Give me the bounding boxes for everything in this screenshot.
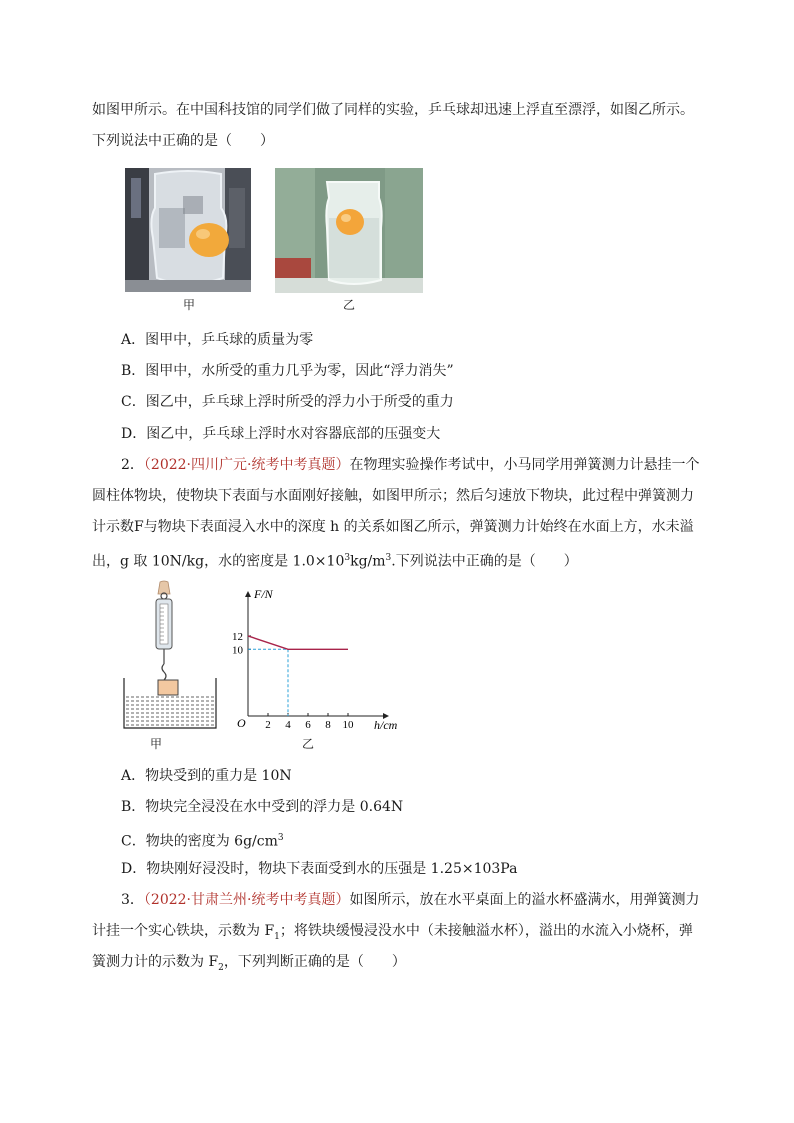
q2-option-a: A．物块受到的重力是 10N — [121, 768, 292, 784]
x-tick-label: 4 — [285, 719, 291, 731]
q3-source: （2022·甘肃兰州·统考中考真题） — [143, 892, 350, 908]
q3-stem-line-2 — [92, 921, 693, 947]
q1-option-a: A．图甲中，乒乓球的质量为零 — [121, 332, 314, 348]
q2-line4-sup-b: 3 — [385, 553, 392, 563]
q2-stem-line-1-text: 在物理实验操作考试中，小马同学用弹簧测力计悬挂一个 — [349, 457, 700, 473]
q2-option-c-sup: 3 — [277, 833, 284, 843]
q3-stem-line-1-text: 如图所示，放在水平桌面上的溢水杯盛满水，用弹簧测力 — [349, 892, 700, 908]
q2-option-d: D．物块刚好浸没时，物块下表面受到水的压强是 1.25×103Pa — [121, 861, 518, 877]
q3-line2-part-b: ；将铁块缓慢浸没水中（未接触溢水杯），溢出的水流入小烧杯，弹 — [279, 923, 693, 939]
q1-option-b: B．图甲中，水所受的重力几乎为零，因此“浮力消失” — [121, 363, 454, 379]
q2-figure-yi-caption: 乙 — [302, 737, 315, 751]
q1-figure-yi-caption: 乙 — [343, 298, 356, 312]
q2-line4-part-b: kg/m — [350, 553, 386, 570]
q2-option-b: B．物块完全浸没在水中受到的浮力是 0.64N — [121, 799, 404, 815]
q3-number: 3． — [121, 892, 144, 908]
q2-line4-part-a: 出，g 取 10N/kg，水的密度是 1.0×10 — [92, 553, 345, 570]
q1-stem-line-1: 如图甲所示。在中国科技馆的同学们做了同样的实验，乒乓球却迅速上浮直至漂浮，如图乙所示。 — [92, 102, 694, 118]
q2-number: 2． — [121, 457, 144, 473]
x-tick-label: 6 — [305, 719, 311, 731]
q2-option-c-text: C．物块的密度为 6g/cm — [121, 833, 278, 850]
x-tick-label: 8 — [325, 719, 331, 731]
series-line — [248, 636, 348, 649]
q2-source: （2022·四川广元·统考中考真题） — [143, 457, 350, 473]
q2-line4-sup: 3 — [344, 553, 351, 563]
x-tick-label: 10 — [342, 719, 354, 731]
q2-chart — [228, 586, 408, 736]
y-tick-label: 12 — [232, 630, 243, 643]
q2-line4-part-c: .下列说法中正确的是（ ） — [391, 553, 578, 570]
q3-line2-sub: 1 — [274, 931, 280, 942]
q1-figure-jia-caption: 甲 — [183, 298, 196, 312]
q2-figure-jia — [120, 580, 220, 730]
q3-line3-part-a: 簧测力计的示数为 F — [92, 954, 219, 970]
q2-stem-line-1 — [121, 455, 699, 475]
q1-stem-line-2: 下列说法中正确的是（ ） — [92, 133, 274, 149]
q3-line3-part-b: ，下列判断正确的是（ ） — [223, 954, 406, 970]
photo-jia — [125, 168, 251, 292]
origin-label: O — [237, 716, 246, 730]
q2-stem-line-3: 计示数F与物块下表面浸入水中的深度 h 的关系如图乙所示，弹簧测力计始终在水面上方，水未溢 — [92, 519, 694, 535]
q3-stem-line-3 — [92, 952, 406, 978]
x-axis-label: h/cm — [374, 718, 398, 732]
q2-option-c — [121, 828, 284, 852]
q2-stem-line-2: 圆柱体物块，使物块下表面与水面刚好接触，如图甲所示；然后匀速放下物块，此过程中弹簧测力 — [92, 488, 694, 504]
q3-line2-part-a: 计挂一个实心铁块，示数为 F — [92, 923, 275, 939]
q1-option-c: C．图乙中，乒乓球上浮时所受的浮力小于所受的重力 — [121, 394, 454, 410]
q3-stem-line-1 — [121, 890, 699, 910]
q2-stem-line-4 — [92, 548, 578, 572]
q3-line3-sub: 2 — [218, 962, 224, 973]
y-axis-label: F/N — [254, 587, 273, 601]
q1-option-d: D．图乙中，乒乓球上浮时水对容器底部的压强变大 — [121, 426, 441, 442]
q2-figure-jia-caption: 甲 — [150, 737, 163, 751]
x-tick-label: 2 — [265, 719, 271, 731]
photo-yi — [275, 168, 423, 293]
y-tick-label: 10 — [232, 644, 243, 657]
